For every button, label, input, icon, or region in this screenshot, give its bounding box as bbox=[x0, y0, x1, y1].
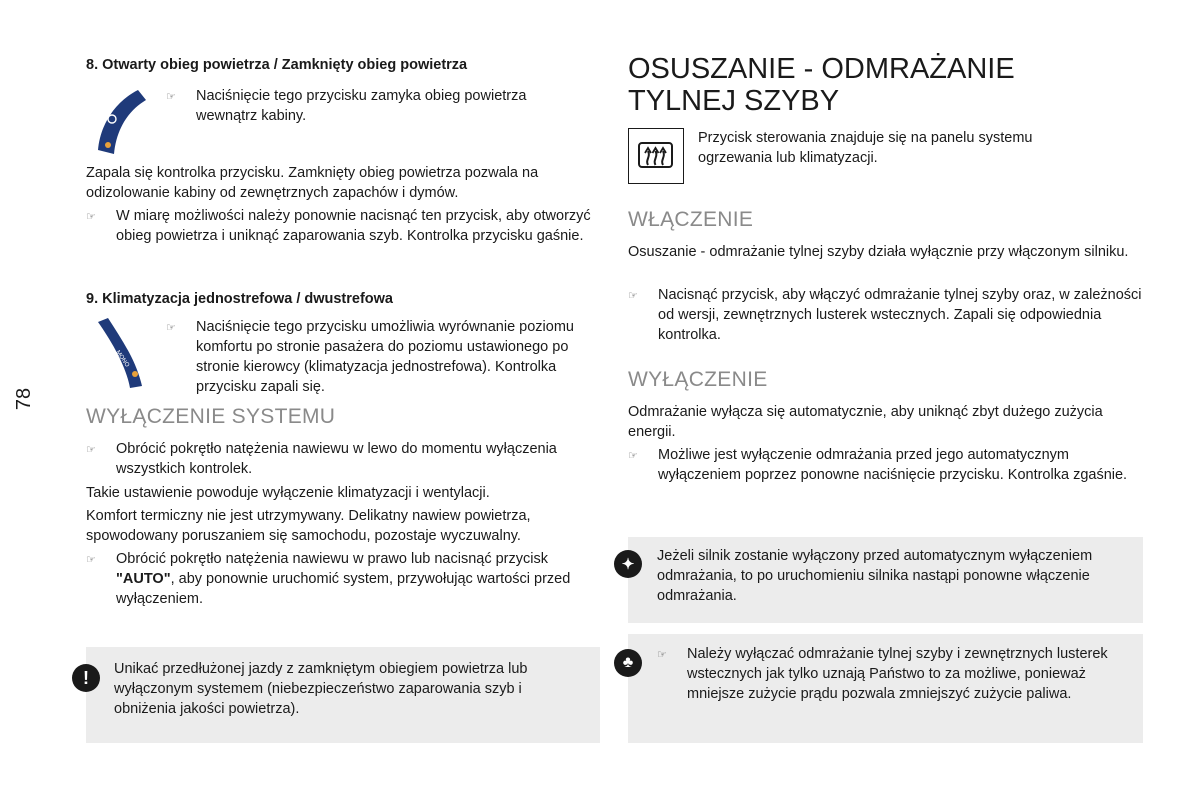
switch-on-bullet: ☞ Nacisnąć przycisk, aby włączyć odmrażanie tylnej szyby oraz, w zależności od wersji, zewnętrznych lusterek wstecznych. Zapali się odpowiednia kontrolka. bbox=[628, 287, 1142, 343]
pointing-finger-icon: ☞ bbox=[657, 649, 667, 661]
switch-off-bullet: ☞ Możliwe jest wyłączenie odmrażania przed jego automatycznym wyłączeniem poprzez ponowne naciśnięcie przycisku. Kontrolka zgaśnie. bbox=[628, 447, 1128, 483]
pointing-finger-icon: ☞ bbox=[86, 554, 96, 566]
system-off-heading: WYŁĄCZENIE SYSTEMU bbox=[86, 405, 336, 428]
section-8-bullet: ☞ Naciśnięcie tego przycisku zamyka obieg powietrza wewnątrz kabiny. bbox=[166, 88, 527, 124]
switch-off-paragraph: Odmrażanie wyłącza się automatycznie, aby uniknąć zbyt dużego zużycia energii. bbox=[628, 404, 1103, 440]
info-icon: ✦ bbox=[614, 550, 642, 578]
mono-label: MONO bbox=[114, 349, 130, 369]
section-8-paragraph: Zapala się kontrolka przycisku. Zamknięty obieg powietrza pozwala na odizolowanie kabiny od zewnętrznych zapachów i dymów. bbox=[86, 165, 539, 201]
system-off-paragraph-2: Komfort termiczny nie jest utrzymywany. Delikatny nawiew powietrza, spowodowany poruszaniem się samochodu, pozostaje wyczuwalny. bbox=[86, 508, 531, 544]
pointing-finger-icon: ☞ bbox=[166, 322, 176, 334]
mono-button-icon bbox=[92, 318, 148, 390]
warning-note-text: Unikać przedłużonej jazdy z zamkniętym obiegiem powietrza lub wyłączonym systemem (niebezpieczeństwo zaparowania szyb i obniżenia jakości powietrza). bbox=[114, 661, 528, 717]
rear-defrost-icon bbox=[628, 128, 684, 184]
auto-keyword: "AUTO" bbox=[116, 571, 171, 587]
warning-exclamation-icon: ! bbox=[72, 664, 100, 692]
section-9-bullet: ☞ Naciśnięcie tego przycisku umożliwia wyrównanie poziomu komfortu po stronie pasażera do poziomu ustawionego po stronie kierowcy (klimatyzacja jednostrefowa). Kontrolka przycisku zapali się. bbox=[166, 319, 574, 395]
system-off-paragraph-1: Takie ustawienie powoduje wyłączenie klimatyzacji i wentylacji. bbox=[86, 485, 490, 501]
pointing-finger-icon: ☞ bbox=[628, 450, 638, 462]
air-recirculation-button-icon bbox=[92, 88, 148, 160]
eco-leaf-icon: ♣ bbox=[614, 649, 642, 677]
switch-on-heading: WŁĄCZENIE bbox=[628, 208, 754, 231]
pointing-finger-icon: ☞ bbox=[166, 91, 176, 103]
system-off-bullet-1: ☞ Obrócić pokrętło natężenia nawiewu w lewo do momentu wyłączenia wszystkich kontrolek. bbox=[86, 441, 557, 477]
pointing-finger-icon: ☞ bbox=[86, 444, 96, 456]
section-9-title: 9. Klimatyzacja jednostrefowa / dwustrefowa bbox=[86, 291, 393, 307]
page-title: OSUSZANIE - ODMRAŻANIE TYLNEJ SZYBY bbox=[628, 53, 1015, 117]
rear-defrost-intro: Przycisk sterowania znajduje się na panelu systemu ogrzewania lub klimatyzacji. bbox=[698, 130, 1033, 166]
pointing-finger-icon: ☞ bbox=[628, 290, 638, 302]
switch-off-heading: WYŁĄCZENIE bbox=[628, 368, 768, 391]
system-off-bullet-2: ☞ Obrócić pokrętło natężenia nawiewu w prawo lub nacisnąć przycisk "AUTO", aby ponownie uruchomić system, przywołując wartości przed wyłączeniem. bbox=[86, 551, 571, 607]
eco-note-bullet: ☞ Należy wyłączać odmrażanie tylnej szyby i zewnętrznych lusterek wstecznych jak tylko uznają Państwo to za możliwe, ponieważ mniejsze zużycie prądu pozwala zmniejszyć zużycie paliwa. bbox=[657, 646, 1108, 702]
info-note-text: Jeżeli silnik zostanie wyłączony przed automatycznym wyłączeniem odmrażania, to po uruchomieniu silnika nastąpi ponowne włączenie odmrażania. bbox=[657, 548, 1093, 604]
section-8-bullet-2: ☞ W miarę możliwości należy ponownie nacisnąć ten przycisk, aby otworzyć obieg powietrza i uniknąć zaparowania szyb. Kontrolka przycisku gaśnie. bbox=[86, 208, 591, 244]
pointing-finger-icon: ☞ bbox=[86, 211, 96, 223]
switch-on-paragraph: Osuszanie - odmrażanie tylnej szyby działa wyłącznie przy włączonym silniku. bbox=[628, 244, 1129, 260]
page-number: 78 bbox=[13, 387, 35, 411]
section-8-title: 8. Otwarty obieg powietrza / Zamknięty obieg powietrza bbox=[86, 57, 468, 73]
